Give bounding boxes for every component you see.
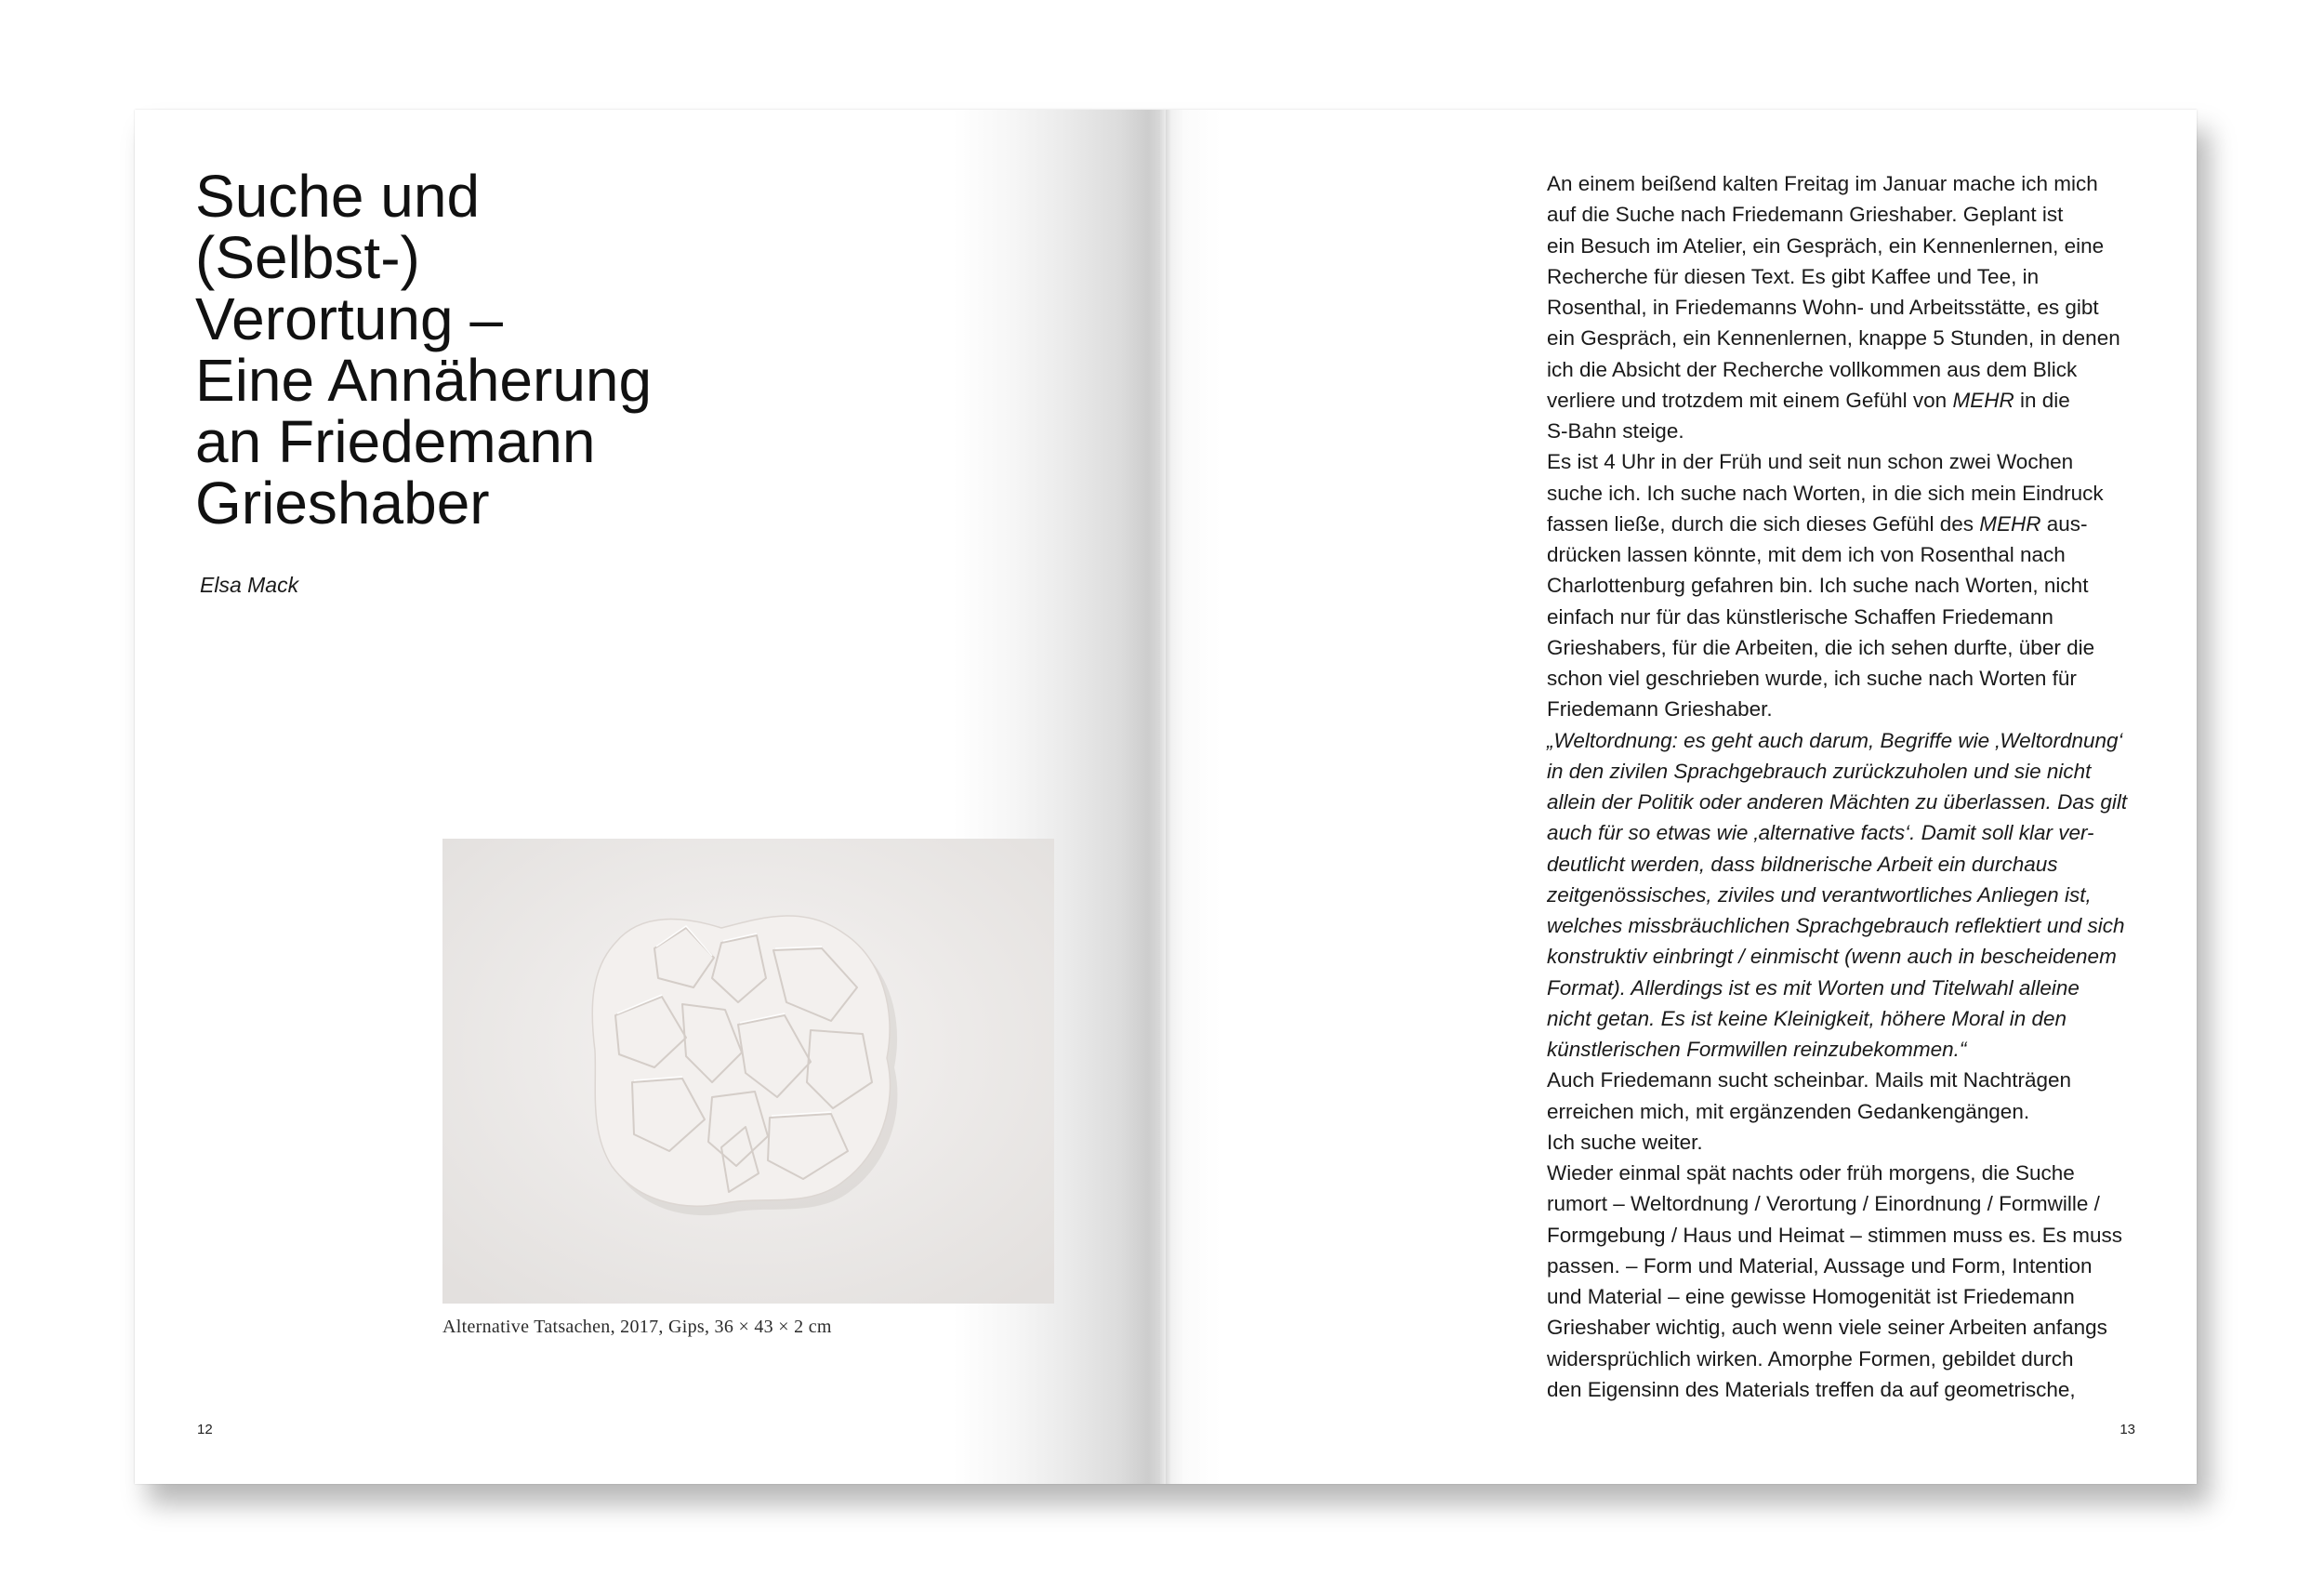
body-line: [1547, 817, 2160, 848]
body-line: [1547, 632, 2160, 663]
body-line: [1547, 1220, 2160, 1251]
body-line: [1547, 539, 2160, 570]
body-line-text: schon viel geschrieben wurde, ich suche nach Worten für: [1547, 667, 2077, 690]
body-line: [1547, 1003, 2160, 1034]
body-line: [1547, 570, 2160, 601]
body-line-text: auch für so etwas wie ‚alternative facts‘. Damit soll klar ver-: [1547, 821, 2094, 845]
body-line-text: einfach nur für das künstlerische Schaffen Friedemann: [1547, 604, 2053, 629]
body-line: [1547, 725, 2160, 756]
body-line-text: Charlottenburg gefahren bin. Ich suche nach Worten, nicht: [1547, 574, 2089, 598]
body-line-text: Ich suche weiter.: [1547, 1130, 1703, 1154]
body-line-text: künstlerischen Formwillen reinzubekommen.“: [1547, 1038, 1967, 1061]
body-line: [1547, 663, 2160, 694]
body-line-text: „Weltordnung: es geht auch darum, Begriffe wie ‚Weltordnung‘: [1547, 728, 2123, 752]
body-line: [1547, 694, 2160, 724]
article-body: [1547, 168, 2160, 1405]
body-line: [1547, 292, 2160, 323]
body-line-text: deutlicht werden, dass bildnerische Arbeit ein durchaus: [1547, 852, 2058, 876]
body-line: [1547, 1281, 2160, 1312]
body-line-text: verliere und trotzdem mit einem Gefühl von: [1547, 388, 1953, 412]
body-line-text: allein der Politik oder anderen Mächten zu überlassen. Das gilt: [1547, 790, 2128, 814]
right-page: [1166, 110, 2197, 1484]
body-line: [1547, 323, 2160, 353]
body-line-text: und Material – eine gewisse Homogenität ist Friedemann: [1547, 1285, 2075, 1308]
body-line-text: Friedemann Grieshaber.: [1547, 697, 1773, 722]
body-line: [1547, 416, 2160, 446]
body-line: [1547, 787, 2160, 817]
body-line: [1547, 446, 2160, 477]
body-line: [1547, 354, 2160, 385]
body-line: [1547, 1344, 2160, 1374]
body-line: [1547, 880, 2160, 910]
body-line-text: Recherche für diesen Text. Es gibt Kaffee und Tee, in: [1547, 264, 2040, 288]
body-line-text: Rosenthal, in Friedemanns Wohn- und Arbeitsstätte, es gibt: [1547, 296, 2099, 319]
body-line: [1547, 756, 2160, 787]
page-number-left: 12: [197, 1422, 213, 1437]
body-line-text: Grieshabers, für die Arbeiten, die ich sehen durfte, über die: [1547, 635, 2095, 659]
body-line-text: Format). Allerdings ist es mit Worten und Titelwahl alleine: [1547, 975, 2080, 1000]
body-line-text: zeitgenössisches, ziviles und verantwortliches Anliegen ist,: [1547, 882, 2092, 907]
body-line: [1547, 1312, 2160, 1343]
left-page: [135, 110, 1166, 1484]
body-line-text: welches missbräuchlichen Sprachgebrauch reflektiert und sich: [1547, 914, 2125, 937]
body-line-text: passen. – Form und Material, Aussage und Form, Intention: [1547, 1253, 2093, 1278]
body-line-text: den Eigensinn des Materials treffen da auf geometrische,: [1547, 1377, 2076, 1401]
body-line-text: nicht getan. Es ist keine Kleinigkeit, höhere Moral in den: [1547, 1006, 2067, 1030]
body-line-text: ein Besuch im Atelier, ein Gespräch, ein Kennenlernen, eine: [1547, 233, 2105, 258]
body-line-text: Wieder einmal spät nachts oder früh morgens, die Suche: [1547, 1161, 2075, 1185]
body-line: [1547, 509, 2160, 539]
body-line-text: fassen ließe, durch die sich dieses Gefühl des: [1547, 511, 1980, 536]
book-spread: [135, 110, 2197, 1484]
body-line: [1547, 385, 2160, 416]
artwork-photo: [442, 839, 1054, 1304]
emphasis-text: MEHR: [1979, 511, 2041, 536]
body-line: [1547, 1374, 2160, 1405]
body-line-text: widersprüchlich wirken. Amorphe Formen, gebildet durch: [1547, 1346, 2074, 1371]
article-title: Suche und (Selbst-) Verortung – Eine Annäherung an Friedemann Grieshaber: [195, 163, 653, 536]
body-line-text: in den zivilen Sprachgebrauch zurückzuholen und sie nicht: [1547, 759, 2092, 783]
body-line: [1547, 1251, 2160, 1281]
body-line-text: An einem beißend kalten Freitag im Januar mache ich mich: [1547, 172, 2098, 195]
body-line-text: Es ist 4 Uhr in der Früh und seit nun schon zwei Wochen: [1547, 450, 2074, 474]
body-line-text: suche ich. Ich suche nach Worten, in die sich mein Eindruck: [1547, 481, 2104, 505]
body-line-text: rumort – Weltordnung / Verortung / Einordnung / Formwille /: [1547, 1192, 2100, 1216]
body-line-text: Auch Friedemann sucht scheinbar. Mails mit Nachträgen: [1547, 1068, 2072, 1092]
body-line: [1547, 261, 2160, 292]
body-line: [1547, 910, 2160, 941]
body-line: [1547, 973, 2160, 1003]
body-line-text: erreichen mich, mit ergänzenden Gedankengängen.: [1547, 1099, 2030, 1123]
body-line: [1547, 478, 2160, 509]
body-line: [1547, 1188, 2160, 1219]
body-line-text: Grieshaber wichtig, auch wenn viele seiner Arbeiten anfangs: [1547, 1316, 2107, 1340]
body-line-text: Formgebung / Haus und Heimat – stimmen muss es. Es muss: [1547, 1223, 2122, 1247]
body-line-text: drücken lassen könnte, mit dem ich von Rosenthal nach: [1547, 543, 2066, 566]
image-caption: Alternative Tatsachen, 2017, Gips, 36 × 43 × 2 cm: [442, 1317, 832, 1337]
body-line: [1547, 1065, 2160, 1095]
emphasis-text: MEHR: [1952, 388, 2014, 412]
body-line-text: S-Bahn steige.: [1547, 419, 1684, 443]
body-line: [1547, 941, 2160, 972]
plaster-relief-image: [442, 839, 1054, 1304]
body-line: [1547, 849, 2160, 880]
body-line: [1547, 168, 2160, 199]
body-line-text: ich die Absicht der Recherche vollkommen aus dem Blick: [1547, 357, 2078, 381]
body-line-text: ein Gespräch, ein Kennenlernen, knappe 5 Stunden, in denen: [1547, 326, 2120, 351]
body-line: [1547, 199, 2160, 230]
body-line: [1547, 1158, 2160, 1188]
body-line: [1547, 1034, 2160, 1065]
author-name: Elsa Mack: [200, 573, 299, 597]
body-line-text-after: aus-: [2040, 511, 2088, 536]
page-number-right: 13: [2119, 1422, 2135, 1437]
body-line: [1547, 231, 2160, 261]
body-line-text-after: in die: [2014, 388, 2070, 412]
body-line: [1547, 1096, 2160, 1127]
body-line-text: auf die Suche nach Friedemann Grieshaber. Geplant ist: [1547, 203, 2064, 227]
body-line: [1547, 1127, 2160, 1158]
body-line: [1547, 602, 2160, 632]
body-line-text: konstruktiv einbringt / einmischt (wenn auch in bescheidenem: [1547, 945, 2117, 969]
